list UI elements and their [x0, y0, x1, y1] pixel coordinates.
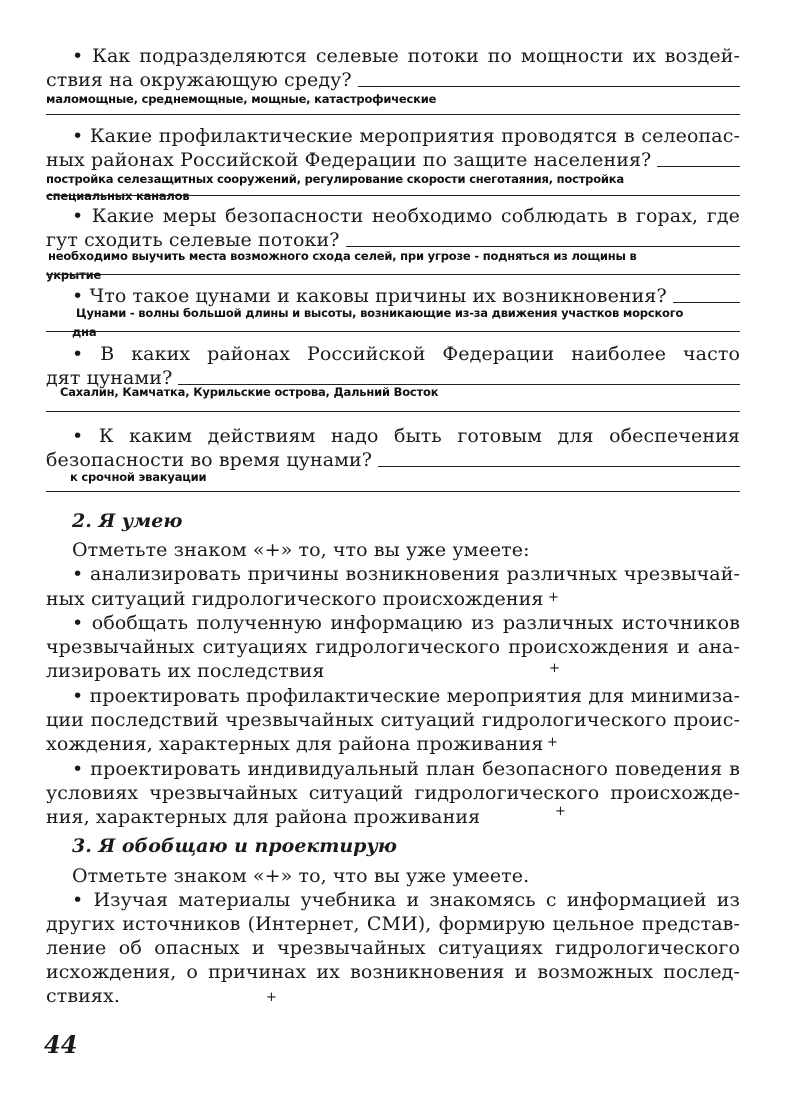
plus-mark: + [549, 661, 560, 676]
answer-3-line-1: необходимо выучить места возможного схода селей, при угрозе - подняться из лощины в [48, 249, 637, 263]
answer-3-line-2: укрытие [46, 268, 102, 282]
question-2-line-1: • Какие профилактические мероприятия проводятся в селеопас- [72, 125, 740, 147]
section-2-heading: 2. Я умею [72, 510, 183, 532]
answer-5: Сахалин, Камчатка, Курильские острова, Дальний Восток [60, 385, 439, 399]
plus-mark: + [266, 990, 277, 1005]
summary-line: • Изучая материалы учебника и знакомясь с информацией из [72, 889, 740, 911]
answer-line[interactable] [657, 166, 740, 167]
plus-mark: + [548, 590, 559, 605]
question-4-line-1 [72, 284, 740, 308]
question-1-line-2 [46, 68, 740, 92]
skill-line: • проектировать профилактические мероприятия для минимиза- [72, 685, 740, 707]
summary-line: ление об опасных и чрезвычайных ситуациях гидрологического [46, 937, 740, 959]
answer-line[interactable] [378, 466, 740, 467]
skill-line: • анализировать причины возникновения различных чрезвычай- [72, 563, 740, 585]
skill-line: • проектировать индивидуальный план безопасного поведения в [72, 758, 740, 780]
answer-line[interactable] [358, 86, 740, 87]
skill-line: • обобщать полученную информацию из различных источников [72, 612, 740, 634]
summary-line: других источников (Интернет, СМИ), формирую цельное представ- [46, 913, 740, 935]
answer-line[interactable] [46, 491, 740, 492]
skill-line: ных ситуаций гидрологического происхождения [46, 588, 544, 610]
skill-line: ния, характерных для района проживания [46, 806, 481, 828]
answer-2-line-1: постройка селезащитных сооружений, регулирование скорости снеготаяния, постройка [46, 172, 624, 186]
question-text: гут сходить селевые потоки? [46, 229, 340, 251]
skill-line: чрезвычайных ситуациях гидрологического происхождения и ана- [46, 636, 740, 658]
question-2-line-2 [46, 148, 740, 172]
answer-2-line-2: специальных каналов [46, 189, 190, 203]
answer-line[interactable] [346, 246, 740, 247]
answer-line[interactable] [673, 302, 740, 303]
answer-4-line-1: Цунами - волны большой длины и высоты, возникающие из-за движения участков морского [76, 306, 684, 320]
question-text: дят цунами? [46, 367, 173, 389]
answer-line[interactable] [46, 274, 740, 275]
answer-line[interactable] [46, 331, 740, 332]
question-1-line-1: • Как подразделяются селевые потоки по мощности их воздей- [72, 45, 740, 67]
skill-line: хождения, характерных для района проживания [46, 733, 544, 755]
section-3-heading: 3. Я обобщаю и проектирую [72, 835, 397, 857]
plus-mark: + [555, 804, 566, 819]
question-text: • Что такое цунами и каковы причины их возникновения? [72, 285, 667, 307]
section-3-intro: Отметьте знаком «+» то, что вы уже умеете. [72, 865, 530, 887]
answer-6: к срочной эвакуации [70, 470, 207, 484]
skill-line: лизировать их последствия [46, 660, 325, 682]
answer-line[interactable] [46, 114, 740, 115]
question-text: ствия на окружающую среду? [46, 69, 352, 91]
answer-line[interactable] [46, 411, 740, 412]
answer-line[interactable] [46, 195, 740, 196]
question-text: ных районах Российской Федерации по защите населения? [46, 149, 652, 171]
summary-line: исхождения, о причинах их возникновения и возможных послед- [46, 961, 740, 983]
question-6-line-1: • К каким действиям надо быть готовым для обеспечения [72, 425, 740, 447]
section-2-intro: Отметьте знаком «+» то, что вы уже умеете: [72, 539, 530, 561]
skill-line: ции последствий чрезвычайных ситуаций гидрологического проис- [46, 709, 740, 731]
answer-1: маломощные, среднемощные, мощные, катастрофические [46, 92, 437, 106]
answer-4-line-2: дна [72, 325, 97, 339]
question-3-line-1: • Какие меры безопасности необходимо соблюдать в горах, где [72, 205, 740, 227]
skill-line: условиях чрезвычайных ситуаций гидрологического происхожде- [46, 782, 740, 804]
page-number: 44 [44, 1030, 78, 1059]
summary-line: ствиях. [46, 985, 120, 1007]
question-5-line-1: • В каких районах Российской Федерации наиболее часто [72, 343, 740, 365]
plus-mark: + [547, 735, 558, 750]
question-text: безопасности во время цунами? [46, 449, 373, 471]
question-6-line-2 [46, 448, 740, 472]
